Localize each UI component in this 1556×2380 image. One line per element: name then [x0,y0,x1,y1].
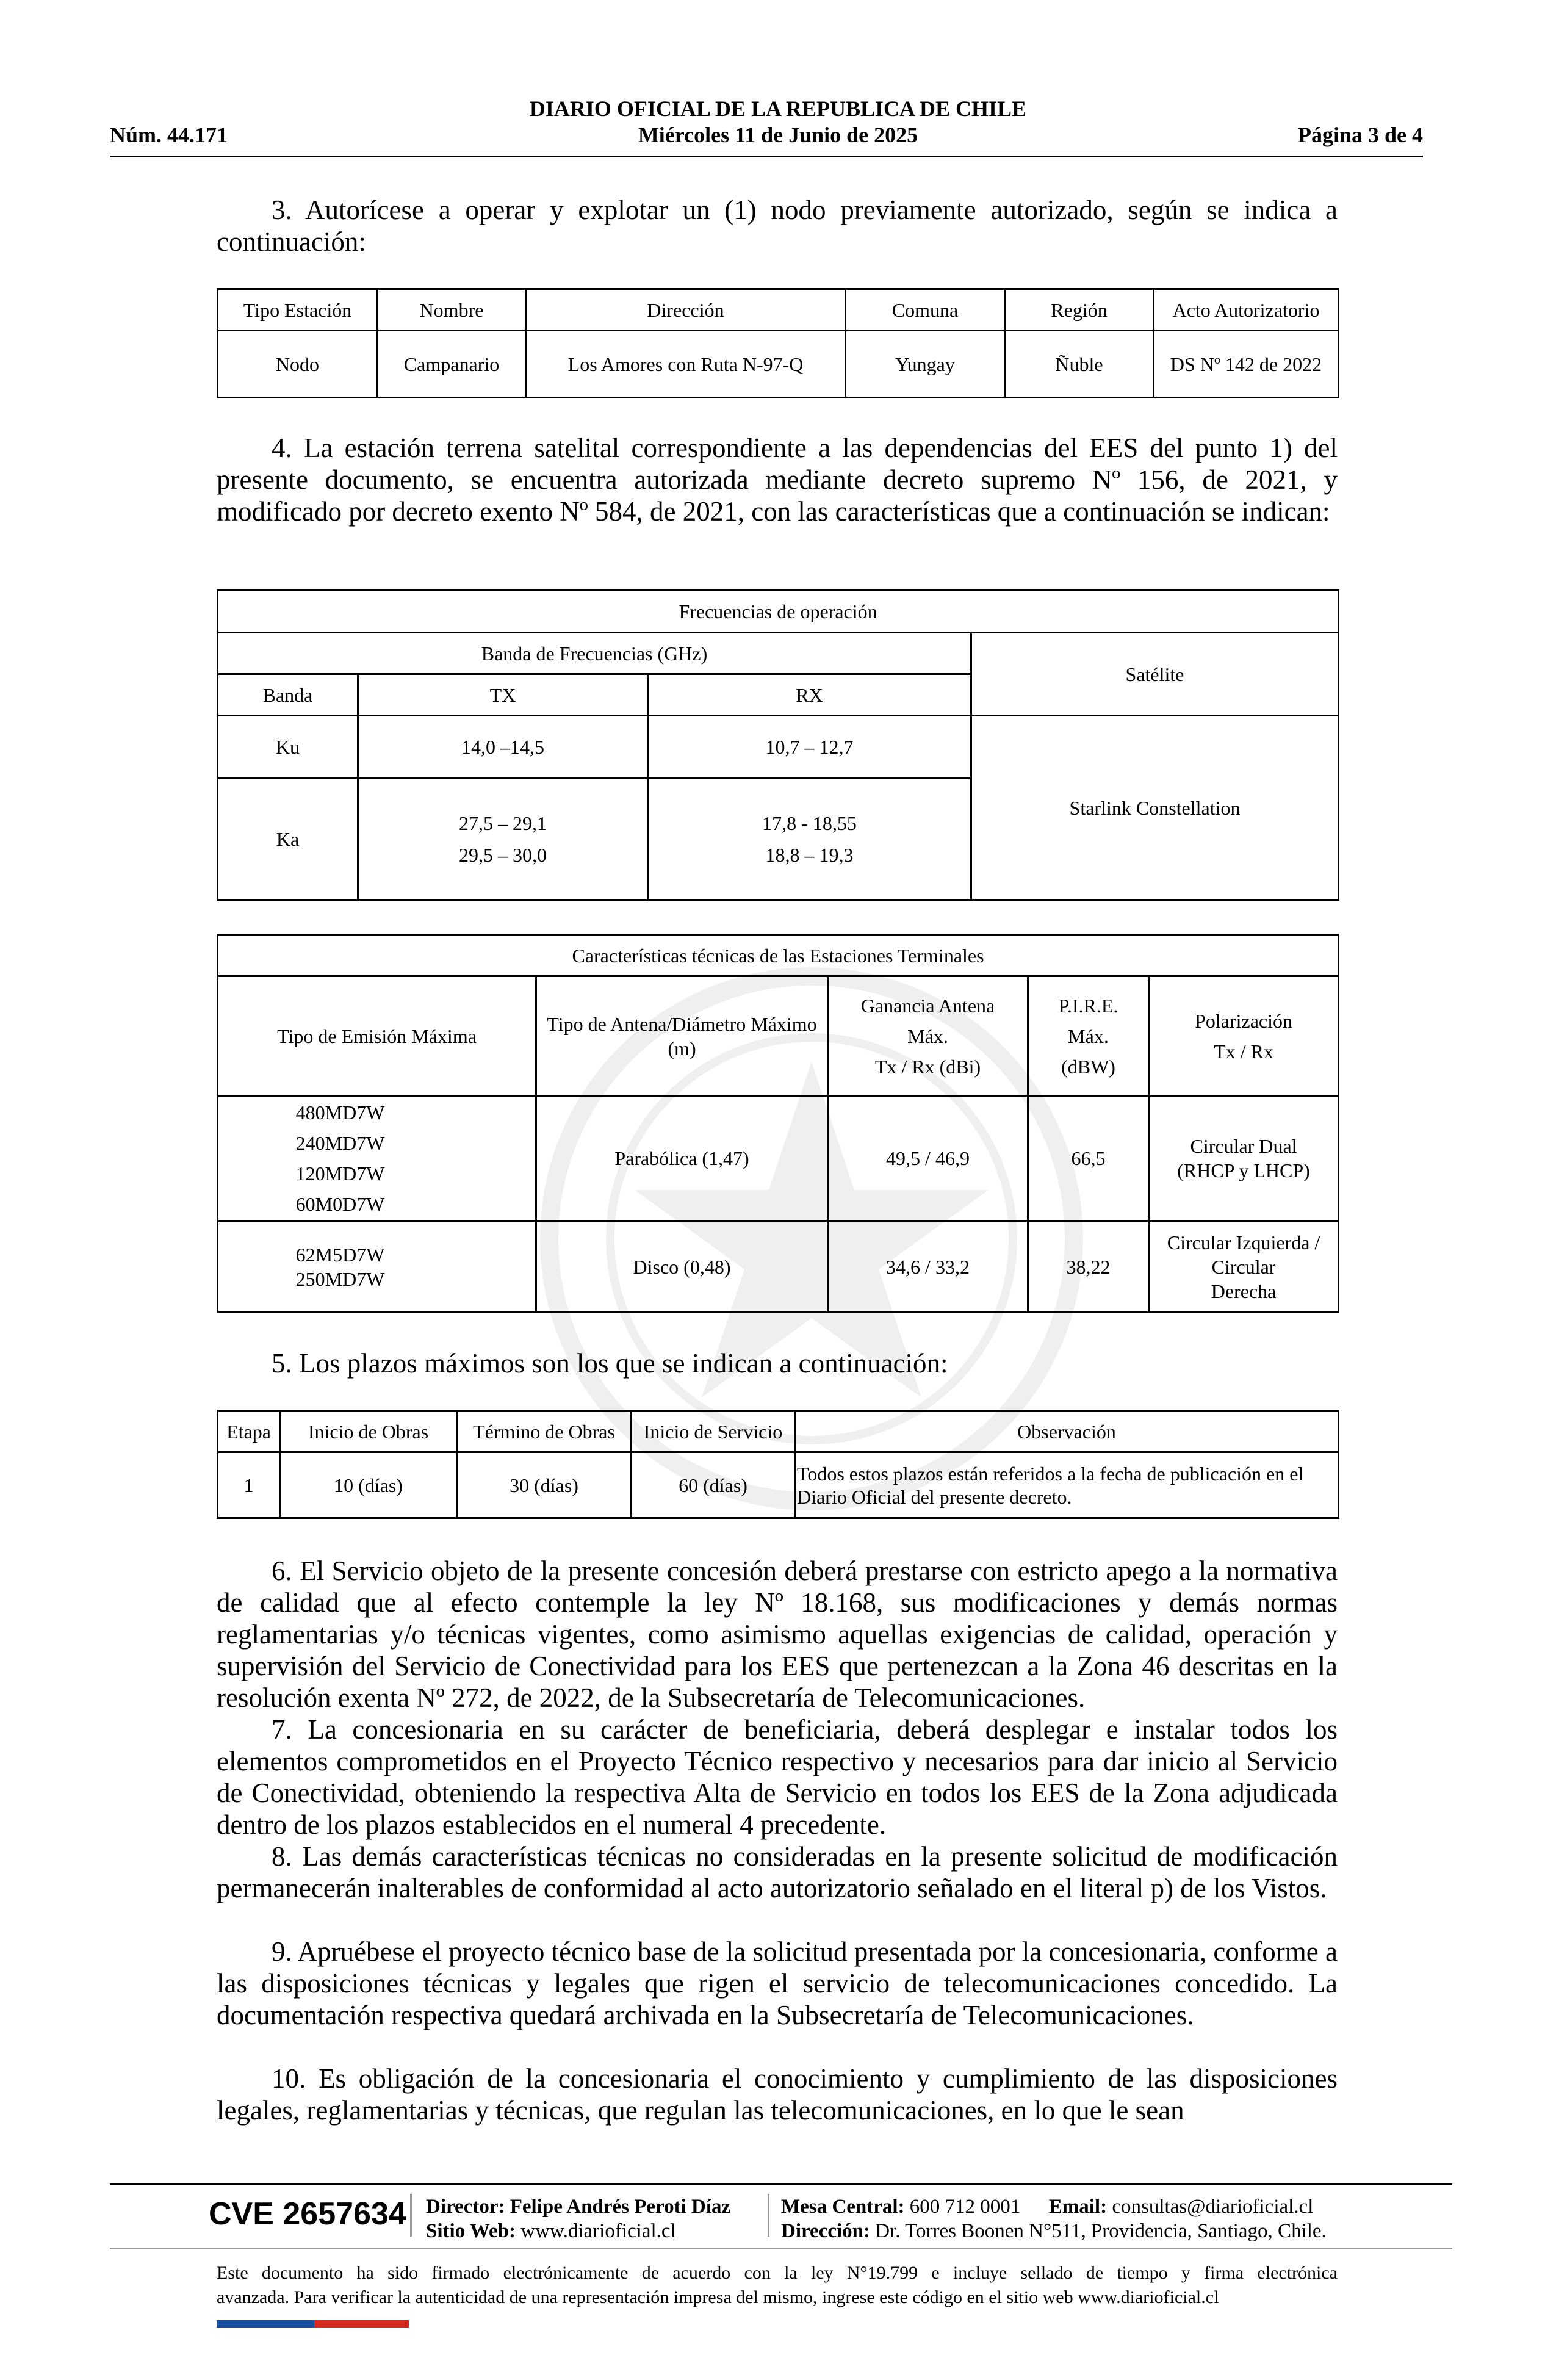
freq-band-group: Banda de Frecuencias (GHz) [218,633,971,674]
issue-date: Miércoles 11 de Junio de 2025 [638,123,918,147]
tech-row2-emission: 250MD7W [295,1268,385,1290]
tech-header-antenna: Tipo de Antena/Diámetro Máximo (m) [536,976,828,1096]
node-header-commune: Comuna [846,289,1005,331]
tech-header-pire-line2: Máx. [1068,1025,1109,1047]
footer-contact [781,2194,1313,2219]
tech-title: Características técnicas de las Estaciones Terminales [218,935,1339,976]
node-header-address: Dirección [526,289,846,331]
tech-header-gain-line1: Ganancia Antena [860,994,995,1017]
tech-row2-polarization [1149,1221,1339,1313]
tech-row1-pol-line2: (RHCP y LHCP) [1177,1159,1310,1181]
deadlines-table [217,1410,1339,1519]
tech-header-pol-line1: Polarización [1195,1009,1292,1032]
paragraph-9: 9. Apruébese el proyecto técnico base de la solicitud presentada por la concesionaria, conforme a las disposiciones técnicas y legales que rigen el servicio de telecomunicaciones concedido. La documentación respectiva quedará archivada en la Subsecretaría de Telecomunicaciones. [217,1936,1338,2030]
node-cell-commune: Yungay [846,331,1005,398]
tech-row1-emissions [218,1096,536,1221]
paragraph-6: 6. El Servicio objeto de la presente concesión deberá prestarse con estricto apego a la normativa de calidad que al efecto contemple la ley Nº 18.168, sus modificaciones y demás normas reglamentarias y/o técnicas vigentes, como asimismo aquellas exigencias de calidad, operación y supervisión del Servicio de Conectividad para los EES que pertenezcan a la Zona 46 descritas en la resolución exenta Nº 272, de 2022, de la Subsecretaría de Telecomunicaciones. [217,1556,1338,1713]
footer-director [426,2194,730,2219]
tech-row2-pol-line2: Circular [1211,1255,1276,1278]
tech-row2-pol-line3: Derecha [1211,1280,1277,1302]
freq-ku-rx: 10,7 – 12,7 [648,716,971,778]
paragraph-10: 10. Es obligación de la concesionaria el conocimiento y cumplimiento de las disposiciones legales, reglamentarias y técnicas, que regulan las telecomunicaciones, en lo que le sean [217,2063,1338,2126]
deadline-header-works-end: Término de Obras [457,1411,632,1452]
freq-ka-band: Ka [218,778,358,900]
tech-row1-gain: 49,5 / 46,9 [828,1096,1028,1221]
node-table [217,288,1339,398]
deadline-header-observation: Observación [795,1411,1339,1452]
footer-separator [410,2194,412,2237]
tech-row1-polarization [1149,1096,1339,1221]
paragraph-4: 4. La estación terrena satelital correspondiente a las dependencias del EES del punto 1) del presente documento, se encuentra autorizada mediante decreto supremo Nº 156, de 2021, y modificado por decreto exento Nº 584, de 2021, con las características que a continuación se indican: [217,433,1338,527]
freq-ka-tx-range-2: 29,5 – 30,0 [459,843,547,866]
address-label: Dirección: [781,2220,871,2242]
node-header-region: Región [1005,289,1154,331]
freq-col-rx: RX [648,674,971,716]
tech-row1-pire: 66,5 [1028,1096,1149,1221]
technical-table [217,934,1339,1313]
cve-code: CVE 2657634 [209,2196,406,2232]
tech-header-pire [1028,976,1149,1096]
deadline-cell-service-start: 60 (días) [632,1452,795,1518]
tech-header-gain-line3: Tx / Rx (dBi) [874,1055,981,1078]
node-cell-address: Los Amores con Ruta N-97-Q [526,331,846,398]
header-divider [110,156,1423,157]
footer-divider-2 [110,2248,1452,2249]
tech-header-polarization [1149,976,1339,1096]
node-cell-type: Nodo [218,331,378,398]
deadline-header-works-start: Inicio de Obras [280,1411,457,1452]
site-label: Sitio Web: [426,2220,516,2242]
freq-ka-tx [358,778,648,900]
tech-header-pire-line3: (dBW) [1061,1055,1115,1078]
footer-divider [110,2183,1452,2185]
freq-ku-band: Ku [218,716,358,778]
tech-header-pol-line2: Tx / Rx [1214,1040,1273,1062]
mesa-label: Mesa Central: [781,2196,905,2218]
tech-row2-emissions [218,1221,536,1313]
freq-ka-rx [648,778,971,900]
deadline-cell-stage: 1 [218,1452,280,1518]
tech-row1-antenna: Parabólica (1,47) [536,1096,828,1221]
address-text: Dr. Torres Boonen N°511, Providencia, Santiago, Chile. [875,2220,1327,2242]
mesa-phone: 600 712 0001 [909,2196,1021,2218]
paragraph-5: 5. Los plazos máximos son los que se indican a continuación: [272,1348,948,1379]
node-header-name: Nombre [378,289,526,331]
director-name: Felipe Andrés Peroti Díaz [510,2196,731,2218]
tech-row2-gain: 34,6 / 33,2 [828,1221,1028,1313]
deadline-cell-works-start: 10 (días) [280,1452,457,1518]
flag-stripe-red [314,2320,409,2328]
tech-row2-pol-line1: Circular Izquierda / [1167,1231,1320,1253]
freq-ka-tx-range-1: 27,5 – 29,1 [459,812,547,834]
director-label: Director: [426,2196,505,2218]
footer-site [426,2219,676,2243]
node-header-type: Tipo Estación [218,289,378,331]
node-cell-act: DS Nº 142 de 2022 [1154,331,1339,398]
email-label: Email: [1048,2196,1108,2218]
tech-row1-emission: 60M0D7W [295,1193,385,1215]
freq-satellite-header: Satélite [971,633,1339,716]
tech-row1-emission: 480MD7W [295,1102,385,1123]
issue-number: Núm. 44.171 [110,123,228,147]
page-number: Página 3 de 4 [1297,123,1423,147]
freq-ka-rx-range-1: 17,8 - 18,55 [762,812,857,834]
freq-satellite: Starlink Constellation [971,716,1339,900]
footer-address [781,2219,1327,2243]
tech-row2-pire: 38,22 [1028,1221,1149,1313]
tech-row1-pol-line1: Circular Dual [1190,1135,1297,1157]
tech-row2-antenna: Disco (0,48) [536,1221,828,1313]
freq-ka-rx-range-2: 18,8 – 19,3 [765,843,854,866]
tech-row2-emission: 62M5D7W [295,1243,385,1266]
deadline-header-stage: Etapa [218,1411,280,1452]
freq-col-band: Banda [218,674,358,716]
footer-separator [768,2194,769,2237]
tech-header-gain-line2: Máx. [907,1025,948,1047]
paragraph-7: 7. La concesionaria en su carácter de beneficiaria, deberá desplegar e instalar todos los elementos comprometidos en el Proyecto Técnico respectivo y necesarios para dar inicio al Servicio de Conectividad, obteniendo la respectiva Alta de Servicio en todos los EES de la Zona adjudicada dentro de los plazos establecidos en el numeral 4 precedente. [217,1714,1338,1840]
email-link[interactable]: consultas@diarioficial.cl [1112,2196,1314,2218]
tech-header-pire-line1: P.I.R.E. [1058,994,1118,1017]
deadline-cell-works-end: 30 (días) [457,1452,632,1518]
node-cell-region: Ñuble [1005,331,1154,398]
node-header-act: Acto Autorizatorio [1154,289,1339,331]
deadline-cell-observation: Todos estos plazos están referidos a la fecha de publicación en el Diario Oficial del presente decreto. [795,1452,1339,1518]
freq-title: Frecuencias de operación [218,590,1339,633]
tech-header-gain [828,976,1028,1096]
tech-row1-emission: 120MD7W [295,1163,385,1185]
flag-stripe-blue [217,2320,314,2328]
newspaper-title: DIARIO OFICIAL DE LA REPUBLICA DE CHILE [529,96,1027,121]
node-cell-name: Campanario [378,331,526,398]
deadline-header-service-start: Inicio de Servicio [632,1411,795,1452]
freq-ku-tx: 14,0 –14,5 [358,716,648,778]
signature-notice-line2: avanzada. Para verificar la autenticidad de una representación impresa del mismo, ingrese este código en el sitio web www.diarioficial.cl [217,2287,1219,2307]
tech-row1-emission: 240MD7W [295,1132,385,1154]
signature-notice-line1: Este documento ha sido firmado electrónicamente de acuerdo con la ley N°19.799 e incluye sellado de tiempo y firma electrónica [217,2263,1338,2283]
tech-header-emission: Tipo de Emisión Máxima [218,976,536,1096]
paragraph-3: 3. Autorícese a operar y explotar un (1) nodo previamente autorizado, según se indica a continuación: [217,195,1338,257]
site-link[interactable]: www.diarioficial.cl [520,2220,676,2242]
frequency-table [217,589,1339,901]
freq-col-tx: TX [358,674,648,716]
paragraph-8: 8. Las demás características técnicas no consideradas en la presente solicitud de modificación permanecerán inalterables de conformidad al acto autorizatorio señalado en el literal p) de los Vistos. [217,1841,1338,1903]
